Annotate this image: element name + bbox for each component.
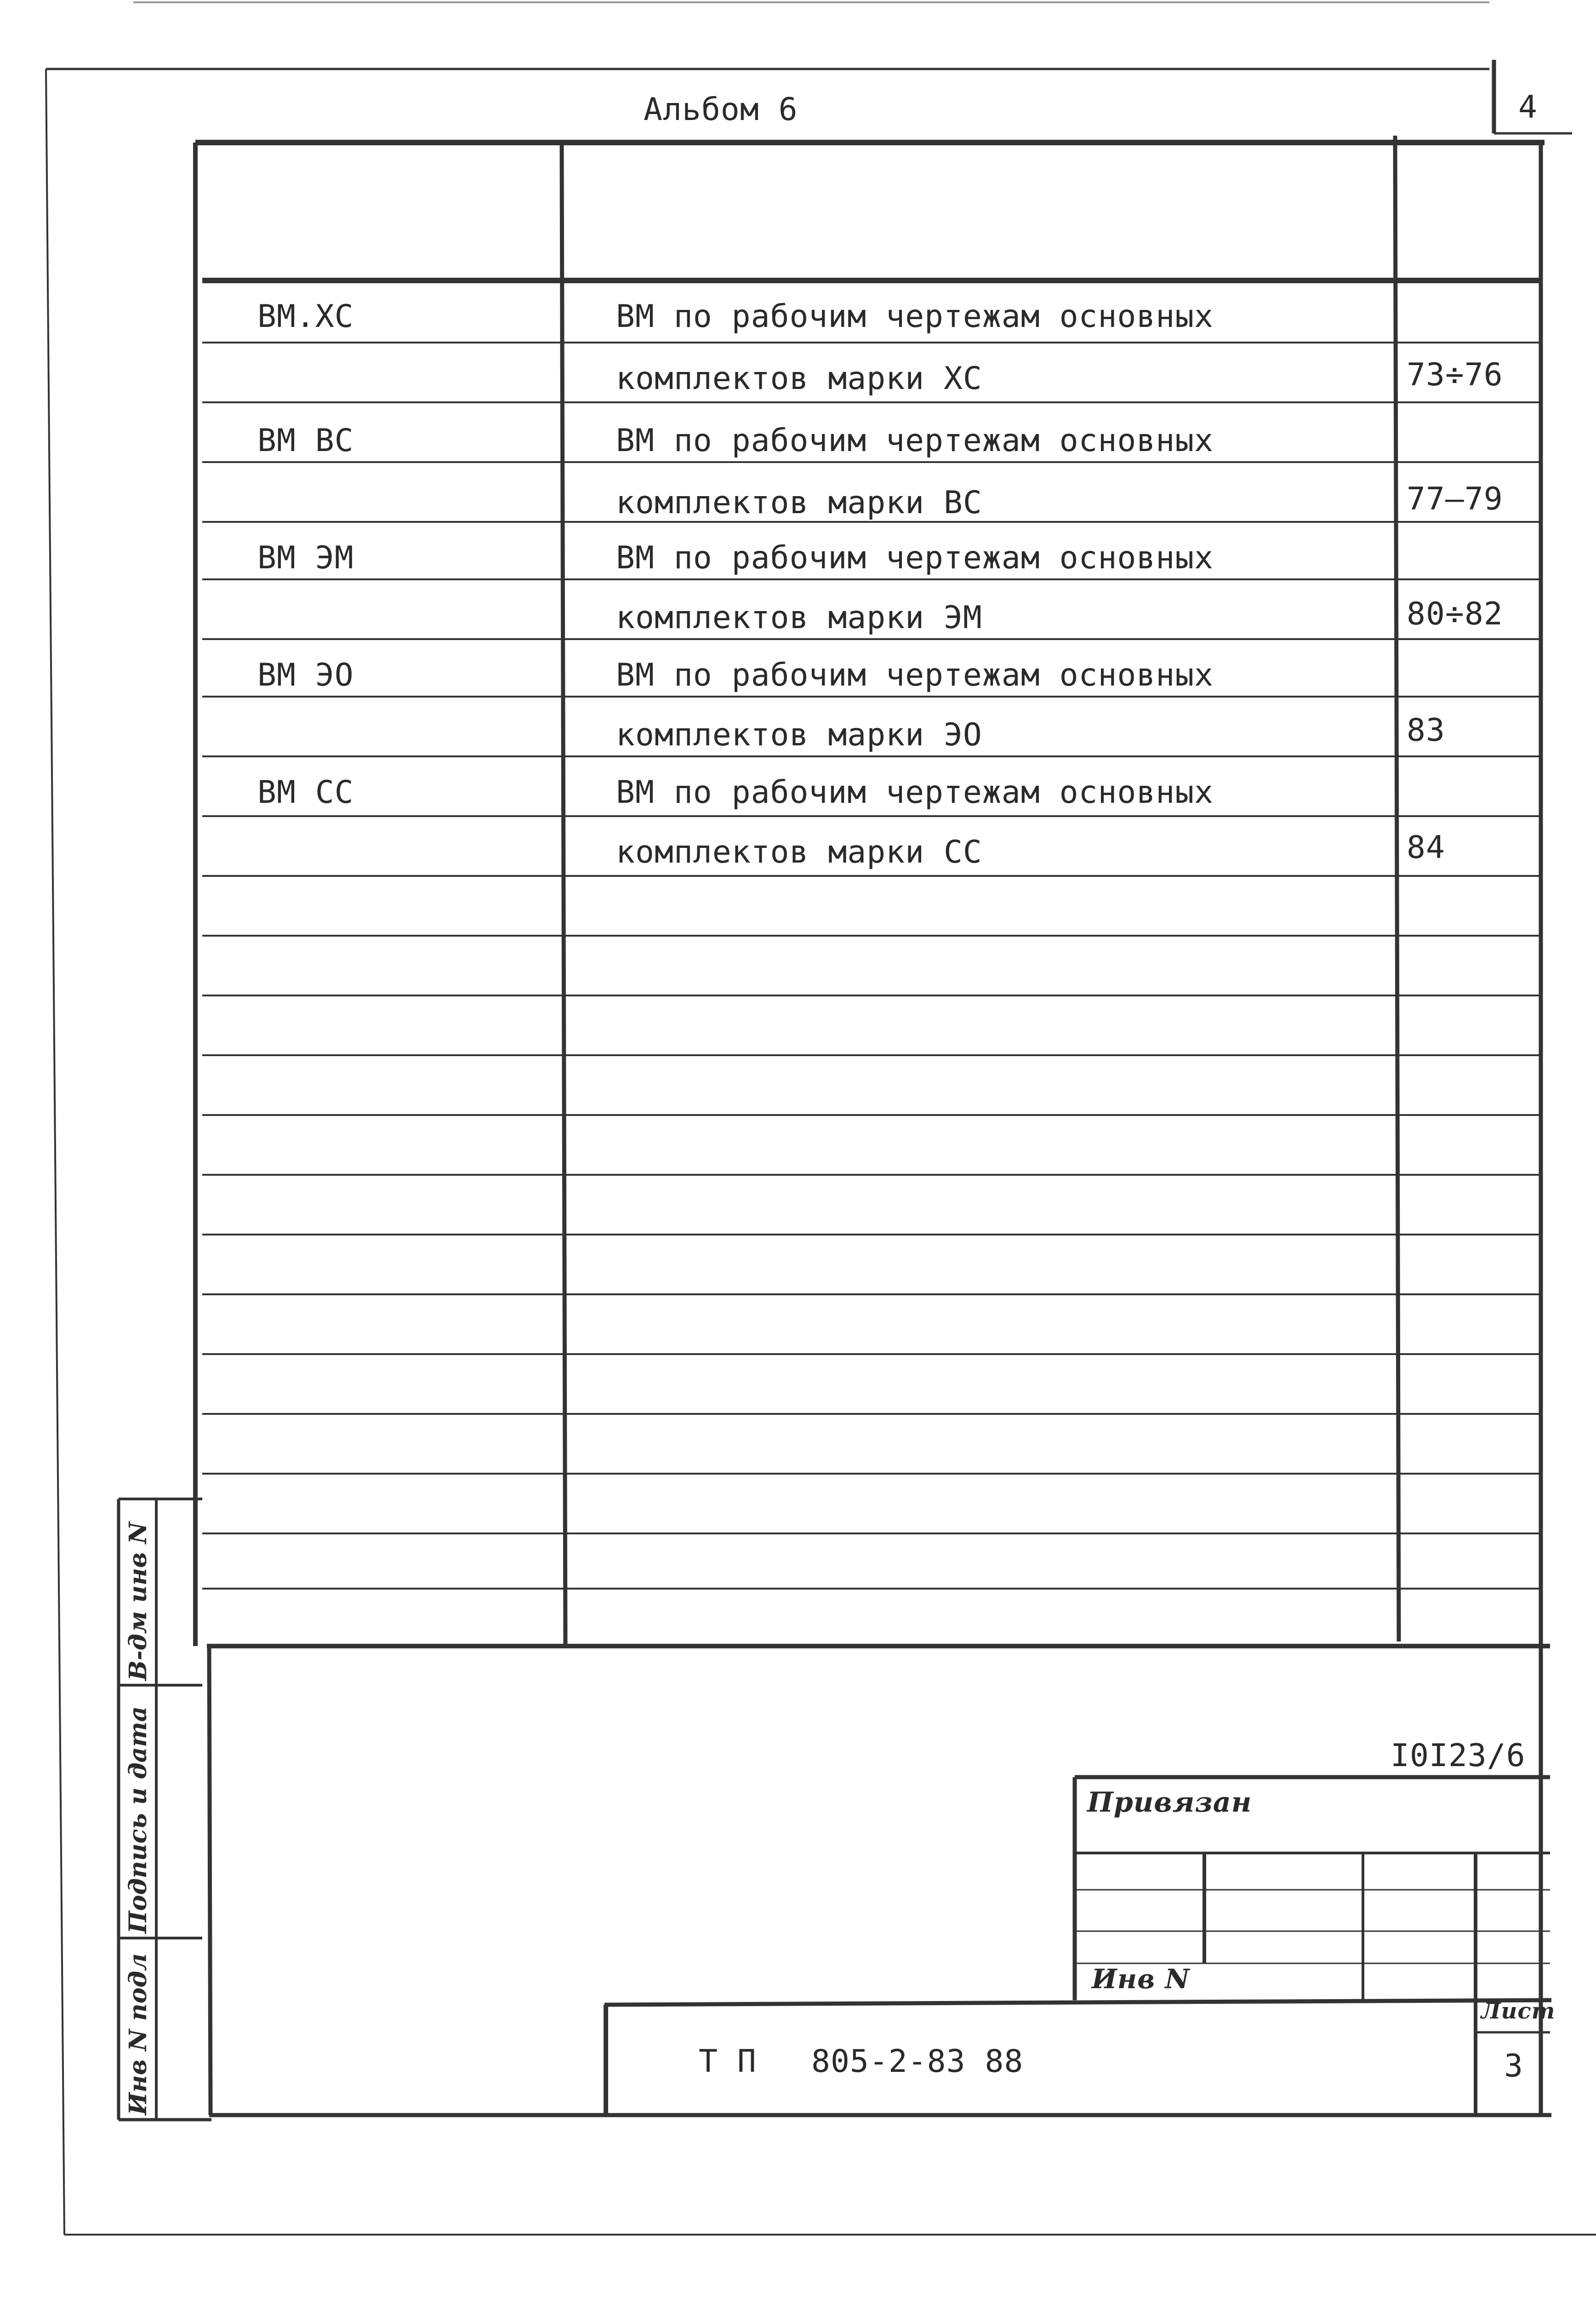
row-code: ВМ ВС [257, 423, 354, 459]
archive-number: I0I23/6 [1391, 1738, 1526, 1774]
row-pages: 73÷76 [1407, 357, 1503, 393]
vzam-inv-label: В-дм инв N [124, 1522, 152, 1681]
row-pages: 80÷82 [1407, 596, 1503, 632]
inv-podl-label: Инв N подл [124, 1953, 152, 2115]
row-title-line2: комплектов марки ХС [616, 360, 982, 397]
row-title-line1: ВМ по рабочим чертежам основных [616, 298, 1214, 335]
row-pages: 77–79 [1407, 481, 1503, 517]
row-code: ВМ СС [257, 774, 354, 811]
row-title-line1: ВМ по рабочим чертежам основных [616, 423, 1214, 459]
sheet-label: Лист [1481, 1998, 1556, 2024]
privyazan-label: Привязан [1087, 1786, 1252, 1819]
project-prefix: Т П [699, 2043, 757, 2080]
row-title-line2: комплектов марки ЭМ [616, 600, 982, 636]
sheet-number: 3 [1504, 2048, 1523, 2084]
album-title: Альбом 6 [644, 92, 798, 128]
page-number: 4 [1518, 89, 1538, 126]
row-pages: 83 [1407, 712, 1445, 749]
row-title-line2: комплектов марки СС [616, 834, 982, 870]
row-title-line2: комплектов марки ЭО [616, 717, 982, 753]
row-code: ВМ ЭМ [257, 540, 354, 576]
row-pages: 84 [1407, 829, 1445, 866]
row-title-line1: ВМ по рабочим чертежам основных [616, 657, 1214, 693]
project-code: 805-2-83 88 [811, 2043, 1024, 2080]
row-title-line1: ВМ по рабочим чертежам основных [616, 540, 1214, 576]
row-title-line1: ВМ по рабочим чертежам основных [616, 774, 1214, 811]
signature-date-label: Подпись и дата [124, 1706, 152, 1933]
row-title-line2: комплектов марки ВС [616, 485, 982, 521]
inv-number-label: Инв N [1092, 1963, 1190, 1995]
row-code: ВМ ЭО [257, 657, 354, 693]
row-code: ВМ.ХС [257, 298, 354, 335]
